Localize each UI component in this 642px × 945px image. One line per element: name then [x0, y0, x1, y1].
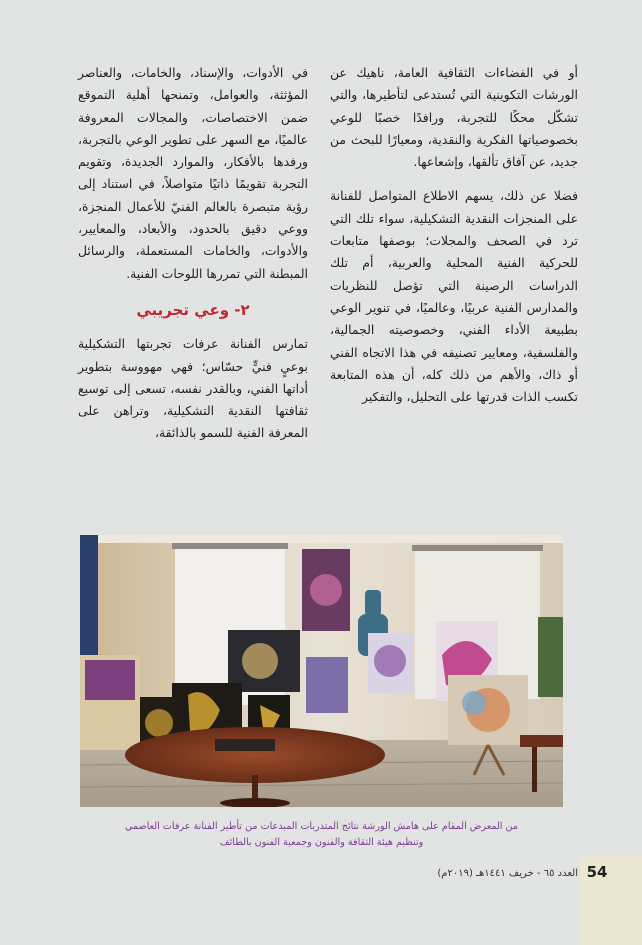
exhibition-photo: [80, 535, 563, 807]
left-text-column: [78, 62, 308, 445]
right-paragraph-1: أو في الفضاءات الثقافية العامة، ناهيك عن الورشات التكوينية التي تُستدعى لتأطيرها، والتي تشكّل محكًا للتجربة، ورافدًا خصبًا للوعي بخصوصياتها الفكرية والنقدية، ومعيارًا للبحث من جديد، عن آفاق تألقها، وإشعاعها.: [330, 65, 578, 170]
page-number: 54: [586, 863, 608, 881]
photo-caption: [80, 819, 563, 851]
issue-footer: العدد ٦٥ - خريف ١٤٤١هـ (٢٠١٩م): [437, 868, 578, 879]
right-paragraph-2: فضلا عن ذلك، يسهم الاطلاع المتواصل للفنانة على المنجزات النقدية التشكيلية، سواء تلك التي ترد في الصحف والمجلات؛ بوصفها متابعات للحركية الفنية المحلية والعربية، أم تلك الدراسات الرصينة التي تؤصل للنظريات والمدارس الفنية عربيًا، وعالميًا، في تنوير الوعي بطبيعة الأداء الفني، وخصوصيته الجمالية، والفلسفية، ومعايير تصنيفه في هذا الاتجاه الفني أو ذاك، والأهم من ذلك كله، أن هذه المتابعة تكسب الذات قدرتها على التحليل، والتفكير: [330, 188, 578, 405]
caption-line-1: من المعرض المقام على هامش الورشة نتائج المتدربات المبدعات من تأطير الفنانة عرفات العاصمي: [125, 821, 518, 832]
left-paragraph-1: في الأدوات، والإسناد، والخامات، والعناصر المؤثثة، والعوامل، وتمنحها أهلية التموقع ضمن الاختصاصات، والمجالات المعروفة عالميًا، مع السهر على تطوير الوعي بالتجربة، ورفدها بالأفكار، والموارد الجديدة، وتقويم التجربة تقويمًا ذاتيًا متواصلاً، في استناد إلى رؤية متبصرة بالعالم الفنيّ للأعمال المنجزة، ووعي دقيق بالحدود، والأبعاد، والمعايير، والأدوات، والخامات المستعملة، والرسائل المبطنة التي تمررها اللوحات الفنية.: [78, 65, 308, 281]
exhibition-photo-illustration: [80, 535, 563, 807]
section-heading: ٢- وعي تجريبي: [136, 300, 250, 319]
right-text-column: [330, 62, 578, 408]
caption-line-2: وتنظيم هيئة الثقافة والفنون وجمعية الفنون بالطائف: [219, 837, 424, 848]
left-paragraph-2: تمارس الفنانة عرفات تجربتها التشكيلية بوعيٍ فنيٍّ حسّاس؛ فهي مهووسة بتطوير أداتها الفني، وبالقدر نفسه، تسعى إلى توسيع ثقافتها النقدية التشكيلية، وتراهن على المعرفة الفنية للسمو بالذائقة،: [78, 336, 308, 441]
